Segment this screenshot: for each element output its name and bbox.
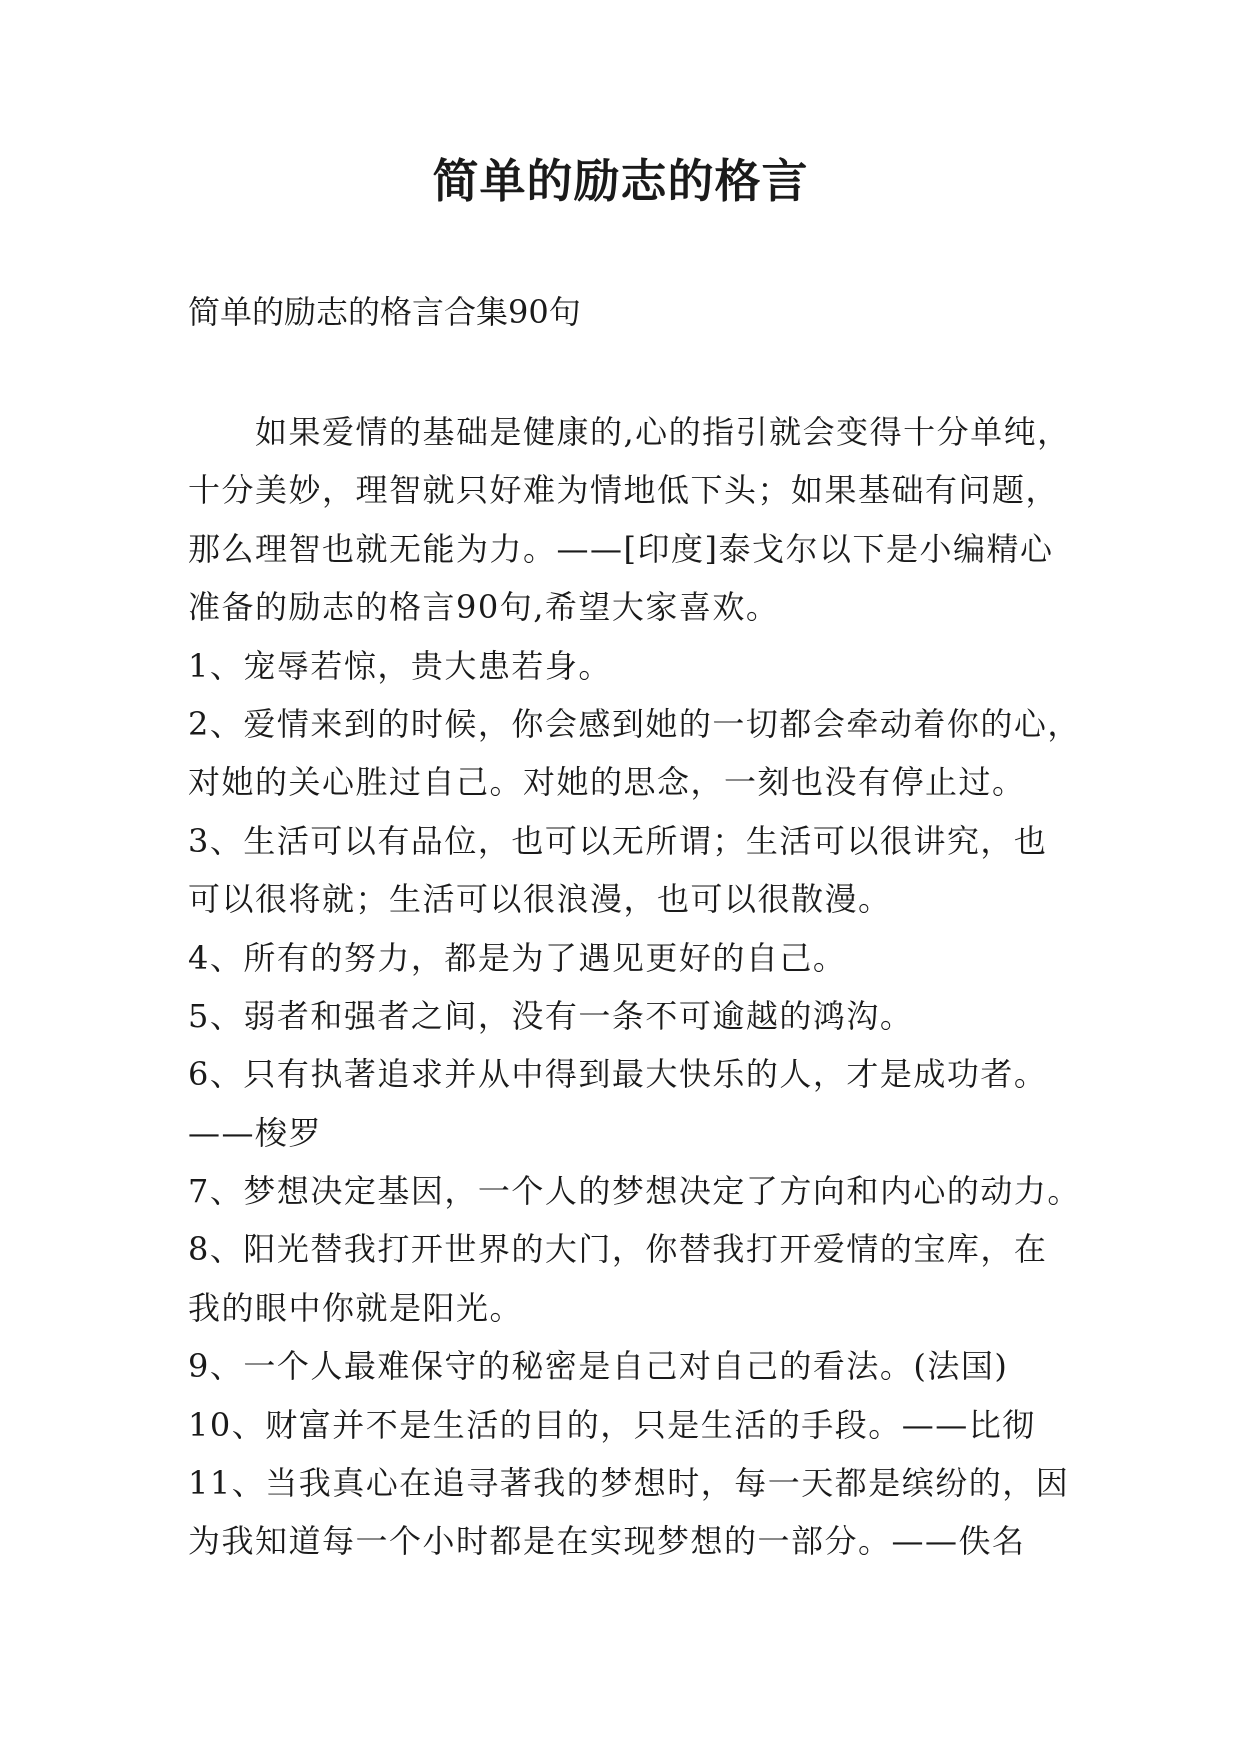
text-line: 准备的励志的格言90句,希望大家喜欢。 (188, 588, 780, 627)
text-line: 6、只有执著追求并从中得到最大快乐的人，才是成功者。 (188, 1055, 1048, 1094)
text-line: 1、宠辱若惊，贵大患若身。 (188, 646, 612, 685)
text-line: 4、所有的努力，都是为了遇见更好的自己。 (188, 938, 847, 977)
document-title: 简单的励志的格言 (432, 154, 809, 208)
document-body (188, 403, 1081, 1571)
text-line: 可以很将就；生活可以很浪漫，也可以很散漫。 (188, 880, 892, 919)
text-line: 为我知道每一个小时都是在实现梦想的一部分。——佚名 (188, 1522, 1026, 1561)
text-line: 如果爱情的基础是健康的,心的指引就会变得十分单纯， (188, 413, 1071, 451)
text-line: ——梭罗 (188, 1113, 323, 1152)
text-line: 十分美妙，理智就只好难为情地低下头；如果基础有问题， (188, 471, 1060, 510)
text-line: 对她的关心胜过自己。对她的思念，一刻也没有停止过。 (188, 763, 1026, 802)
text-line: 9、一个人最难保守的秘密是自己对自己的看法。(法国) (188, 1347, 1009, 1386)
text-line: 3、生活可以有品位，也可以无所谓；生活可以很讲究，也 (188, 821, 1048, 860)
text-line: 7、梦想决定基因，一个人的梦想决定了方向和内心的动力。 (188, 1172, 1081, 1211)
text-line: 10、财富并不是生活的目的，只是生活的手段。——比彻 (188, 1405, 1036, 1444)
text-line: 8、阳光替我打开世界的大门，你替我打开爱情的宝库，在 (188, 1230, 1048, 1269)
document-subtitle: 简单的励志的格言合集90句 (188, 293, 581, 331)
text-line: 2、爱情来到的时候，你会感到她的一切都会牵动着你的心， (188, 704, 1081, 743)
text-line: 那么理智也就无能为力。——[印度]泰戈尔以下是小编精心 (188, 529, 1054, 568)
text-line: 11、当我真心在追寻著我的梦想时，每一天都是缤纷的，因 (188, 1464, 1070, 1503)
text-line: 5、弱者和强者之间，没有一条不可逾越的鸿沟。 (188, 996, 914, 1035)
text-line: 我的眼中你就是阳光。 (188, 1288, 524, 1327)
